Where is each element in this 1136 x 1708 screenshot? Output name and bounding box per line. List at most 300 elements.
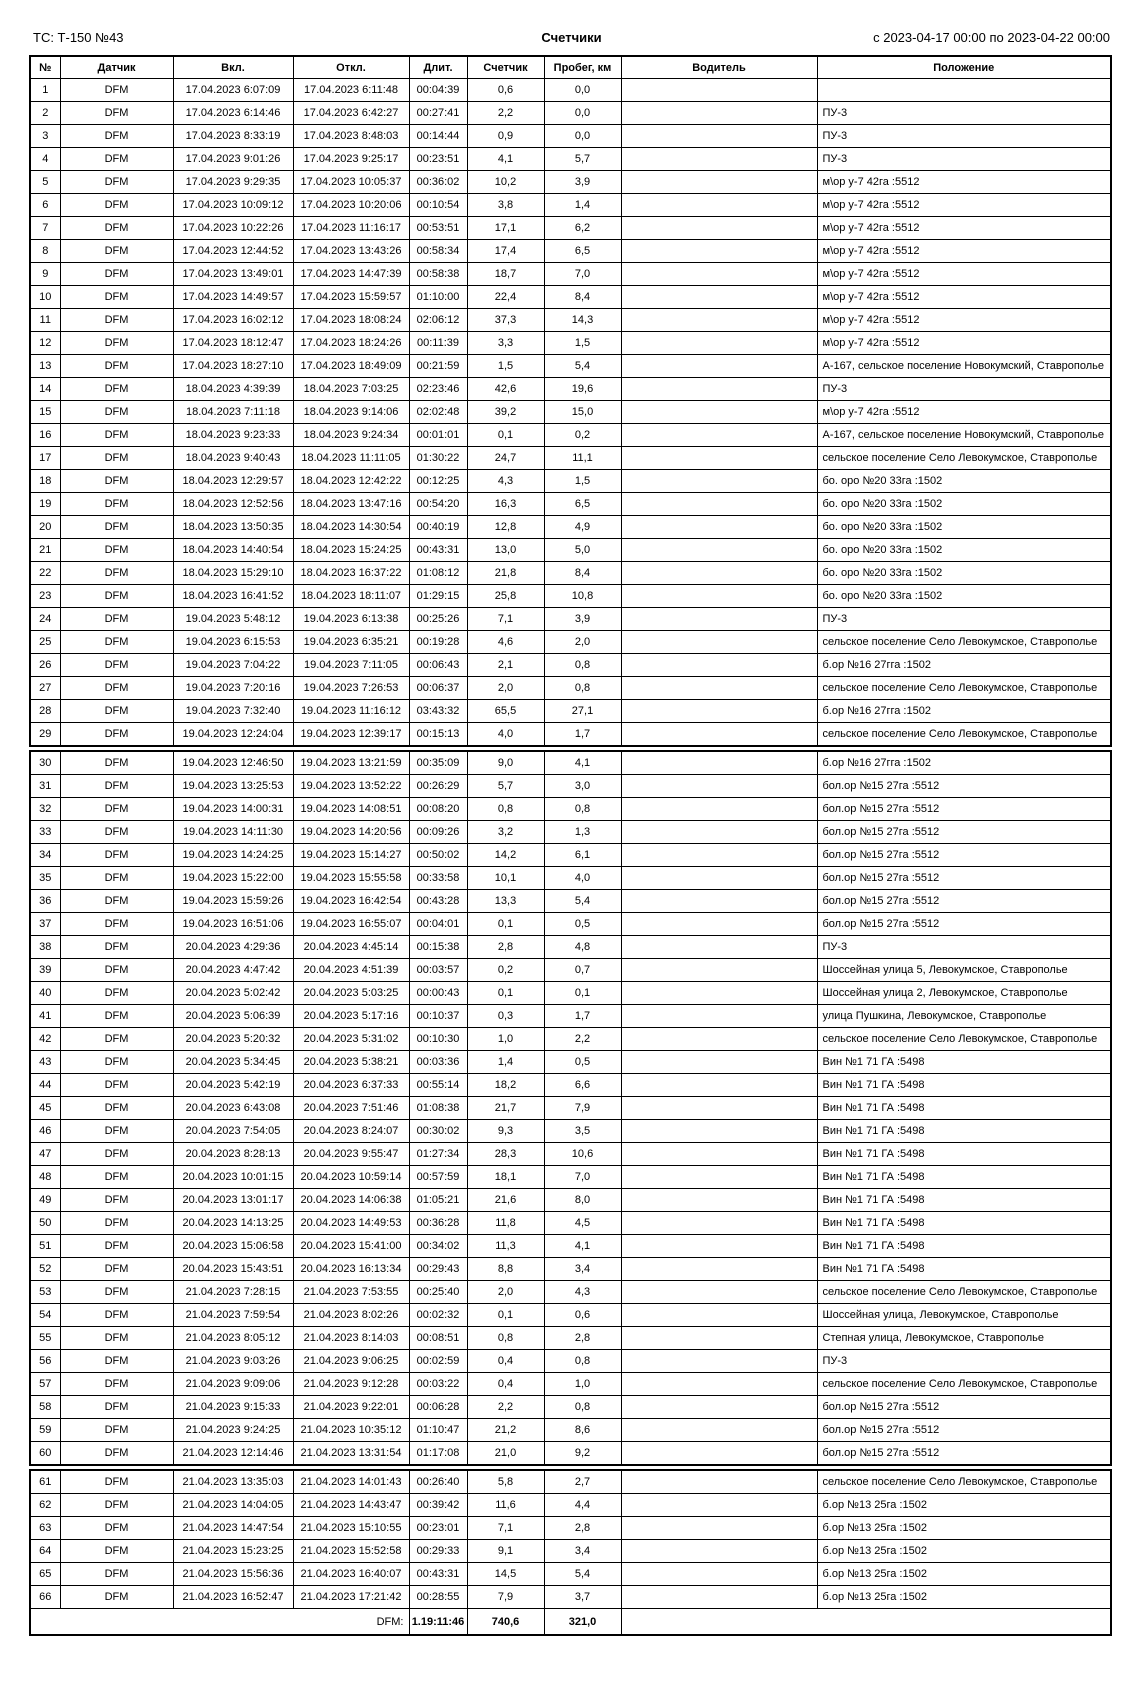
cell-on-time: 21.04.2023 16:52:47 — [173, 1586, 293, 1609]
cell-on-time: 17.04.2023 8:33:19 — [173, 125, 293, 148]
cell-off-time: 21.04.2023 9:12:28 — [293, 1373, 409, 1396]
cell-counter: 11,3 — [467, 1235, 544, 1258]
cell-sensor: DFM — [60, 493, 173, 516]
cell-sensor: DFM — [60, 1494, 173, 1517]
cell-counter: 25,8 — [467, 585, 544, 608]
cell-duration: 00:27:41 — [409, 102, 467, 125]
cell-sensor: DFM — [60, 1470, 173, 1494]
cell-duration: 00:02:59 — [409, 1350, 467, 1373]
cell-sensor: DFM — [60, 1235, 173, 1258]
cell-row-number: 22 — [30, 562, 60, 585]
cell-driver — [621, 1396, 817, 1419]
cell-row-number: 17 — [30, 447, 60, 470]
cell-mileage: 5,4 — [544, 1563, 621, 1586]
cell-duration: 01:27:34 — [409, 1143, 467, 1166]
cell-mileage: 6,2 — [544, 217, 621, 240]
cell-on-time: 17.04.2023 14:49:57 — [173, 286, 293, 309]
cell-driver — [621, 332, 817, 355]
cell-sensor: DFM — [60, 1540, 173, 1563]
cell-duration: 00:29:43 — [409, 1258, 467, 1281]
cell-mileage: 15,0 — [544, 401, 621, 424]
cell-driver — [621, 844, 817, 867]
cell-mileage: 11,1 — [544, 447, 621, 470]
cell-driver — [621, 1540, 817, 1563]
cell-sensor: DFM — [60, 1304, 173, 1327]
cell-on-time: 19.04.2023 12:24:04 — [173, 723, 293, 747]
cell-off-time: 18.04.2023 12:42:22 — [293, 470, 409, 493]
cell-counter: 0,1 — [467, 913, 544, 936]
cell-off-time: 21.04.2023 17:21:42 — [293, 1586, 409, 1609]
cell-sensor: DFM — [60, 821, 173, 844]
cell-location: м\ор у-7 42га :5512 — [817, 240, 1111, 263]
cell-on-time: 18.04.2023 15:29:10 — [173, 562, 293, 585]
cell-duration: 00:04:01 — [409, 913, 467, 936]
cell-driver — [621, 677, 817, 700]
cell-driver — [621, 562, 817, 585]
cell-counter: 0,1 — [467, 424, 544, 447]
cell-duration: 00:03:36 — [409, 1051, 467, 1074]
cell-on-time: 18.04.2023 12:29:57 — [173, 470, 293, 493]
cell-on-time: 18.04.2023 16:41:52 — [173, 585, 293, 608]
cell-driver — [621, 470, 817, 493]
cell-counter: 1,5 — [467, 355, 544, 378]
cell-row-number: 25 — [30, 631, 60, 654]
cell-location: м\ор у-7 42га :5512 — [817, 217, 1111, 240]
cell-sensor: DFM — [60, 1563, 173, 1586]
cell-duration: 00:06:37 — [409, 677, 467, 700]
cell-on-time: 19.04.2023 16:51:06 — [173, 913, 293, 936]
table-row — [30, 217, 1111, 240]
cell-on-time: 19.04.2023 6:15:53 — [173, 631, 293, 654]
cell-driver — [621, 631, 817, 654]
cell-row-number: 38 — [30, 936, 60, 959]
cell-mileage: 4,8 — [544, 936, 621, 959]
cell-mileage: 3,7 — [544, 1586, 621, 1609]
column-header-on: Вкл. — [173, 56, 293, 79]
table-row — [30, 1235, 1111, 1258]
cell-on-time: 18.04.2023 14:40:54 — [173, 539, 293, 562]
cell-mileage: 0,8 — [544, 1396, 621, 1419]
report-title: Счетчики — [541, 30, 602, 45]
cell-counter: 2,0 — [467, 1281, 544, 1304]
cell-duration: 00:10:54 — [409, 194, 467, 217]
cell-off-time: 20.04.2023 15:41:00 — [293, 1235, 409, 1258]
cell-sensor: DFM — [60, 959, 173, 982]
table-row — [30, 677, 1111, 700]
cell-row-number: 10 — [30, 286, 60, 309]
cell-counter: 1,0 — [467, 1028, 544, 1051]
cell-mileage: 0,0 — [544, 79, 621, 102]
table-row — [30, 516, 1111, 539]
cell-driver — [621, 890, 817, 913]
cell-duration: 00:50:02 — [409, 844, 467, 867]
cell-location: б.ор №13 25га :1502 — [817, 1517, 1111, 1540]
cell-driver — [621, 263, 817, 286]
cell-on-time: 20.04.2023 5:02:42 — [173, 982, 293, 1005]
cell-location: Вин №1 71 ГА :5498 — [817, 1051, 1111, 1074]
cell-counter: 11,8 — [467, 1212, 544, 1235]
cell-off-time: 19.04.2023 6:13:38 — [293, 608, 409, 631]
totals-mileage: 321,0 — [544, 1609, 621, 1636]
table-row — [30, 1540, 1111, 1563]
cell-off-time: 20.04.2023 14:06:38 — [293, 1189, 409, 1212]
cell-driver — [621, 1494, 817, 1517]
cell-counter: 42,6 — [467, 378, 544, 401]
cell-driver — [621, 424, 817, 447]
cell-duration: 00:10:30 — [409, 1028, 467, 1051]
cell-duration: 00:00:43 — [409, 982, 467, 1005]
cell-location: бол.ор №15 27га :5512 — [817, 1442, 1111, 1466]
cell-sensor: DFM — [60, 240, 173, 263]
cell-mileage: 4,4 — [544, 1494, 621, 1517]
cell-off-time: 18.04.2023 7:03:25 — [293, 378, 409, 401]
cell-row-number: 21 — [30, 539, 60, 562]
cell-counter: 5,8 — [467, 1470, 544, 1494]
cell-sensor: DFM — [60, 171, 173, 194]
table-row — [30, 286, 1111, 309]
cell-row-number: 59 — [30, 1419, 60, 1442]
cell-counter: 2,0 — [467, 677, 544, 700]
cell-location: Вин №1 71 ГА :5498 — [817, 1143, 1111, 1166]
cell-on-time: 18.04.2023 12:52:56 — [173, 493, 293, 516]
cell-sensor: DFM — [60, 913, 173, 936]
cell-off-time: 21.04.2023 9:22:01 — [293, 1396, 409, 1419]
cell-mileage: 8,4 — [544, 562, 621, 585]
cell-row-number: 41 — [30, 1005, 60, 1028]
cell-sensor: DFM — [60, 148, 173, 171]
cell-off-time: 20.04.2023 7:51:46 — [293, 1097, 409, 1120]
cell-off-time: 20.04.2023 14:49:53 — [293, 1212, 409, 1235]
cell-driver — [621, 1074, 817, 1097]
cell-row-number: 55 — [30, 1327, 60, 1350]
cell-duration: 00:19:28 — [409, 631, 467, 654]
cell-location: м\ор у-7 42га :5512 — [817, 332, 1111, 355]
cell-mileage: 6,5 — [544, 493, 621, 516]
cell-row-number: 29 — [30, 723, 60, 747]
cell-on-time: 19.04.2023 12:46:50 — [173, 751, 293, 775]
cell-counter: 2,1 — [467, 654, 544, 677]
cell-duration: 02:02:48 — [409, 401, 467, 424]
cell-off-time: 21.04.2023 7:53:55 — [293, 1281, 409, 1304]
cell-mileage: 5,7 — [544, 148, 621, 171]
cell-driver — [621, 1189, 817, 1212]
cell-location: бол.ор №15 27га :5512 — [817, 913, 1111, 936]
cell-off-time: 21.04.2023 15:10:55 — [293, 1517, 409, 1540]
table-row — [30, 1350, 1111, 1373]
cell-row-number: 49 — [30, 1189, 60, 1212]
cell-row-number: 3 — [30, 125, 60, 148]
cell-location: Вин №1 71 ГА :5498 — [817, 1120, 1111, 1143]
cell-duration: 00:34:02 — [409, 1235, 467, 1258]
cell-sensor: DFM — [60, 1517, 173, 1540]
table-row — [30, 125, 1111, 148]
table-row — [30, 1563, 1111, 1586]
cell-duration: 00:08:51 — [409, 1327, 467, 1350]
cell-row-number: 5 — [30, 171, 60, 194]
cell-counter: 0,3 — [467, 1005, 544, 1028]
cell-off-time: 19.04.2023 14:08:51 — [293, 798, 409, 821]
cell-duration: 01:17:08 — [409, 1442, 467, 1466]
cell-sensor: DFM — [60, 125, 173, 148]
cell-location: Вин №1 71 ГА :5498 — [817, 1166, 1111, 1189]
cell-sensor: DFM — [60, 1005, 173, 1028]
cell-duration: 01:08:38 — [409, 1097, 467, 1120]
cell-mileage: 4,0 — [544, 867, 621, 890]
table-row — [30, 401, 1111, 424]
cell-counter: 3,2 — [467, 821, 544, 844]
table-row — [30, 79, 1111, 102]
cell-duration: 00:08:20 — [409, 798, 467, 821]
cell-counter: 3,8 — [467, 194, 544, 217]
cell-duration: 00:03:57 — [409, 959, 467, 982]
cell-location: бо. оро №20 33га :1502 — [817, 493, 1111, 516]
cell-counter: 18,7 — [467, 263, 544, 286]
totals-duration: 1.19:11:46 — [409, 1609, 467, 1636]
cell-driver — [621, 775, 817, 798]
cell-row-number: 27 — [30, 677, 60, 700]
cell-driver — [621, 1586, 817, 1609]
cell-location: ПУ-3 — [817, 936, 1111, 959]
cell-mileage: 0,8 — [544, 677, 621, 700]
cell-row-number: 2 — [30, 102, 60, 125]
cell-mileage: 0,6 — [544, 1304, 621, 1327]
cell-on-time: 19.04.2023 15:59:26 — [173, 890, 293, 913]
cell-mileage: 2,7 — [544, 1470, 621, 1494]
cell-driver — [621, 700, 817, 723]
cell-location: бол.ор №15 27га :5512 — [817, 775, 1111, 798]
cell-row-number: 14 — [30, 378, 60, 401]
cell-counter: 2,8 — [467, 936, 544, 959]
cell-driver — [621, 1258, 817, 1281]
cell-off-time: 18.04.2023 11:11:05 — [293, 447, 409, 470]
table-row — [30, 700, 1111, 723]
cell-location: м\ор у-7 42га :5512 — [817, 286, 1111, 309]
cell-sensor: DFM — [60, 424, 173, 447]
cell-on-time: 20.04.2023 15:43:51 — [173, 1258, 293, 1281]
cell-sensor: DFM — [60, 867, 173, 890]
cell-duration: 00:58:38 — [409, 263, 467, 286]
cell-mileage: 1,5 — [544, 332, 621, 355]
cell-driver — [621, 79, 817, 102]
cell-sensor: DFM — [60, 1281, 173, 1304]
cell-on-time: 17.04.2023 18:12:47 — [173, 332, 293, 355]
cell-duration: 00:43:28 — [409, 890, 467, 913]
cell-counter: 18,1 — [467, 1166, 544, 1189]
cell-on-time: 19.04.2023 15:22:00 — [173, 867, 293, 890]
cell-on-time: 19.04.2023 14:11:30 — [173, 821, 293, 844]
cell-duration: 01:29:15 — [409, 585, 467, 608]
cell-off-time: 20.04.2023 5:17:16 — [293, 1005, 409, 1028]
table-row — [30, 1517, 1111, 1540]
cell-row-number: 51 — [30, 1235, 60, 1258]
cell-sensor: DFM — [60, 1442, 173, 1466]
table-row — [30, 1189, 1111, 1212]
cell-location: б.ор №13 25га :1502 — [817, 1586, 1111, 1609]
table-block-1 — [29, 55, 1112, 747]
cell-row-number: 64 — [30, 1540, 60, 1563]
cell-counter: 10,1 — [467, 867, 544, 890]
cell-duration: 00:26:29 — [409, 775, 467, 798]
cell-location: м\ор у-7 42га :5512 — [817, 194, 1111, 217]
cell-row-number: 54 — [30, 1304, 60, 1327]
cell-driver — [621, 355, 817, 378]
cell-row-number: 50 — [30, 1212, 60, 1235]
cell-mileage: 8,6 — [544, 1419, 621, 1442]
cell-counter: 24,7 — [467, 447, 544, 470]
cell-mileage: 7,0 — [544, 263, 621, 286]
cell-location: м\ор у-7 42га :5512 — [817, 401, 1111, 424]
cell-row-number: 18 — [30, 470, 60, 493]
column-header-mileage: Пробег, км — [544, 56, 621, 79]
cell-duration: 00:02:32 — [409, 1304, 467, 1327]
cell-location: сельское поселение Село Левокумское, Ставрополье — [817, 1281, 1111, 1304]
cell-location: бо. оро №20 33га :1502 — [817, 470, 1111, 493]
cell-counter: 14,5 — [467, 1563, 544, 1586]
cell-row-number: 42 — [30, 1028, 60, 1051]
table-row — [30, 936, 1111, 959]
table-row — [30, 424, 1111, 447]
cell-location: сельское поселение Село Левокумское, Ставрополье — [817, 447, 1111, 470]
cell-row-number: 9 — [30, 263, 60, 286]
cell-location: б.ор №16 27гга :1502 — [817, 700, 1111, 723]
cell-row-number: 66 — [30, 1586, 60, 1609]
cell-on-time: 21.04.2023 14:47:54 — [173, 1517, 293, 1540]
cell-sensor: DFM — [60, 194, 173, 217]
cell-off-time: 17.04.2023 15:59:57 — [293, 286, 409, 309]
cell-driver — [621, 654, 817, 677]
cell-sensor: DFM — [60, 263, 173, 286]
cell-counter: 0,8 — [467, 1327, 544, 1350]
cell-location: А-167, сельское поселение Новокумский, Ставрополье — [817, 355, 1111, 378]
cell-sensor: DFM — [60, 723, 173, 747]
cell-location: бо. оро №20 33га :1502 — [817, 539, 1111, 562]
cell-driver — [621, 982, 817, 1005]
cell-mileage: 3,9 — [544, 608, 621, 631]
cell-location: ПУ-3 — [817, 378, 1111, 401]
cell-mileage: 7,9 — [544, 1097, 621, 1120]
totals-counter: 740,6 — [467, 1609, 544, 1636]
column-header-location: Положение — [817, 56, 1111, 79]
cell-sensor: DFM — [60, 1396, 173, 1419]
cell-on-time: 18.04.2023 4:39:39 — [173, 378, 293, 401]
cell-driver — [621, 1166, 817, 1189]
cell-driver — [621, 1212, 817, 1235]
cell-off-time: 20.04.2023 8:24:07 — [293, 1120, 409, 1143]
cell-location: бол.ор №15 27га :5512 — [817, 798, 1111, 821]
cell-mileage: 3,4 — [544, 1258, 621, 1281]
cell-row-number: 46 — [30, 1120, 60, 1143]
cell-on-time: 21.04.2023 15:56:36 — [173, 1563, 293, 1586]
cell-mileage: 0,1 — [544, 982, 621, 1005]
cell-duration: 00:36:28 — [409, 1212, 467, 1235]
cell-duration: 00:06:43 — [409, 654, 467, 677]
cell-driver — [621, 913, 817, 936]
table-row — [30, 1470, 1111, 1494]
cell-counter: 21,8 — [467, 562, 544, 585]
cell-counter: 13,3 — [467, 890, 544, 913]
cell-mileage: 14,3 — [544, 309, 621, 332]
cell-row-number: 40 — [30, 982, 60, 1005]
cell-driver — [621, 148, 817, 171]
cell-row-number: 65 — [30, 1563, 60, 1586]
table-row — [30, 1120, 1111, 1143]
cell-off-time: 21.04.2023 8:14:03 — [293, 1327, 409, 1350]
cell-on-time: 20.04.2023 5:20:32 — [173, 1028, 293, 1051]
table-block-3 — [29, 1469, 1112, 1636]
cell-off-time: 20.04.2023 4:51:39 — [293, 959, 409, 982]
table-row — [30, 631, 1111, 654]
column-header-counter: Счетчик — [467, 56, 544, 79]
totals-empty-cell — [621, 1609, 1111, 1636]
cell-duration: 00:58:34 — [409, 240, 467, 263]
cell-sensor: DFM — [60, 844, 173, 867]
cell-location: бол.ор №15 27га :5512 — [817, 1396, 1111, 1419]
cell-location: Вин №1 71 ГА :5498 — [817, 1074, 1111, 1097]
table-row — [30, 1028, 1111, 1051]
cell-counter: 65,5 — [467, 700, 544, 723]
cell-mileage: 2,8 — [544, 1327, 621, 1350]
table-row — [30, 493, 1111, 516]
cell-mileage: 0,5 — [544, 1051, 621, 1074]
table-row — [30, 723, 1111, 747]
cell-mileage: 1,7 — [544, 723, 621, 747]
cell-driver — [621, 1028, 817, 1051]
cell-sensor: DFM — [60, 936, 173, 959]
cell-mileage: 0,7 — [544, 959, 621, 982]
table-row — [30, 890, 1111, 913]
cell-sensor: DFM — [60, 1350, 173, 1373]
cell-duration: 01:05:21 — [409, 1189, 467, 1212]
cell-on-time: 20.04.2023 15:06:58 — [173, 1235, 293, 1258]
cell-driver — [621, 1419, 817, 1442]
cell-mileage: 4,5 — [544, 1212, 621, 1235]
table-row — [30, 1396, 1111, 1419]
cell-row-number: 19 — [30, 493, 60, 516]
cell-off-time: 21.04.2023 8:02:26 — [293, 1304, 409, 1327]
cell-location: А-167, сельское поселение Новокумский, Ставрополье — [817, 424, 1111, 447]
cell-sensor: DFM — [60, 1373, 173, 1396]
table-row — [30, 751, 1111, 775]
cell-driver — [621, 821, 817, 844]
cell-counter: 13,0 — [467, 539, 544, 562]
cell-row-number: 31 — [30, 775, 60, 798]
cell-mileage: 5,0 — [544, 539, 621, 562]
cell-driver — [621, 309, 817, 332]
cell-counter: 7,1 — [467, 608, 544, 631]
cell-driver — [621, 1051, 817, 1074]
cell-mileage: 4,3 — [544, 1281, 621, 1304]
cell-row-number: 32 — [30, 798, 60, 821]
cell-on-time: 21.04.2023 13:35:03 — [173, 1470, 293, 1494]
cell-counter: 21,0 — [467, 1442, 544, 1466]
cell-off-time: 21.04.2023 14:43:47 — [293, 1494, 409, 1517]
cell-location: сельское поселение Село Левокумское, Ставрополье — [817, 677, 1111, 700]
table-block-2 — [29, 750, 1112, 1466]
cell-mileage: 10,6 — [544, 1143, 621, 1166]
cell-on-time: 21.04.2023 7:28:15 — [173, 1281, 293, 1304]
cell-driver — [621, 102, 817, 125]
cell-counter: 22,4 — [467, 286, 544, 309]
cell-off-time: 20.04.2023 5:38:21 — [293, 1051, 409, 1074]
table-row — [30, 148, 1111, 171]
cell-mileage: 1,5 — [544, 470, 621, 493]
cell-off-time: 20.04.2023 6:37:33 — [293, 1074, 409, 1097]
cell-off-time: 20.04.2023 5:03:25 — [293, 982, 409, 1005]
cell-duration: 00:57:59 — [409, 1166, 467, 1189]
cell-location: Вин №1 71 ГА :5498 — [817, 1235, 1111, 1258]
column-header-off: Откл. — [293, 56, 409, 79]
cell-off-time: 19.04.2023 15:14:27 — [293, 844, 409, 867]
